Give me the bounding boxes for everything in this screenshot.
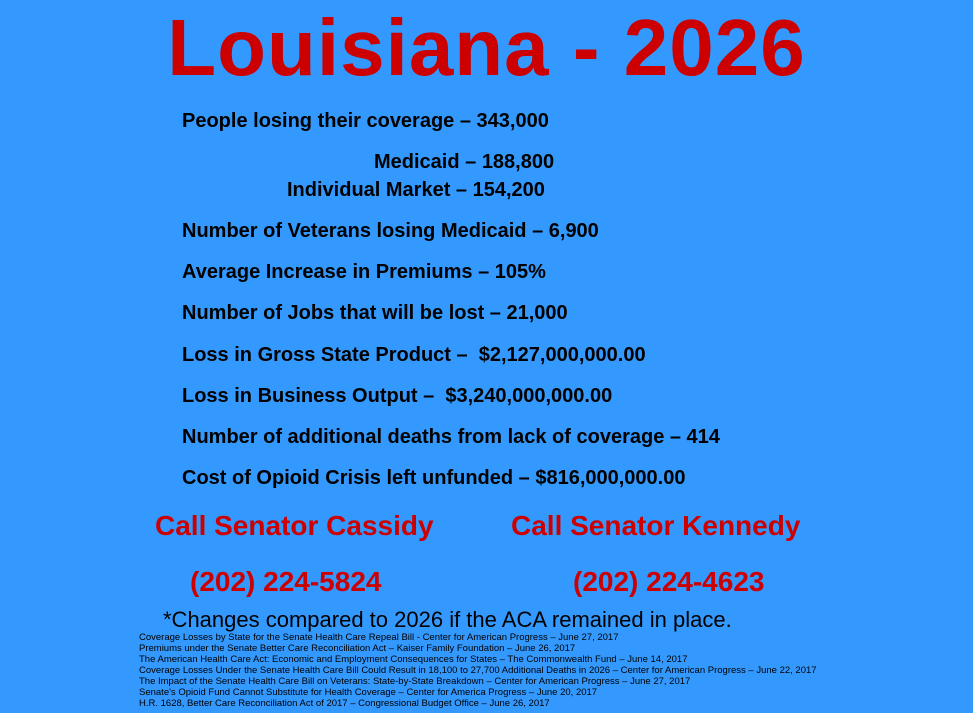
stat-medicaid: Medicaid – 188,800 — [374, 151, 555, 173]
stat-deaths: Number of additional deaths from lack of coverage – 414 — [182, 426, 720, 448]
footnote: *Changes compared to 2026 if the ACA remained in place. — [163, 607, 732, 632]
source-item: Premiums under the Senate Better Care Reconciliation Act – Kaiser Family Foundation – June 26, 2017 — [139, 643, 576, 654]
stat-opioid: Cost of Opioid Crisis left unfunded – $816,000,000.00 — [182, 467, 686, 489]
cassidy-phone: (202) 224-5824 — [190, 566, 382, 597]
call-senator-kennedy: Call Senator Kennedy — [511, 510, 801, 541]
call-senator-cassidy: Call Senator Cassidy — [155, 510, 434, 541]
stat-gross-state-product: Loss in Gross State Product – $2,127,000,000.00 — [182, 344, 646, 366]
stat-jobs: Number of Jobs that will be lost – 21,000 — [182, 302, 568, 324]
source-item: The Impact of the Senate Health Care Bill on Veterans: State-by-State Breakdown – Center for American Progress – June 27, 2017 — [139, 676, 691, 687]
source-item: Coverage Losses Under the Senate Health Care Bill Could Result in 18,100 to 27,700 Additional Deaths in 2026 – Center for American Progress – June 22, 2017 — [139, 665, 817, 676]
source-item: H.R. 1628, Better Care Reconciliation Act of 2017 – Congressional Budget Office – June 26, 2017 — [139, 698, 550, 709]
stat-veterans: Number of Veterans losing Medicaid – 6,900 — [182, 220, 599, 242]
source-item: Senate's Opioid Fund Cannot Substitute for Health Coverage – Center for America Progress – June 20, 2017 — [139, 687, 598, 698]
stat-individual-market: Individual Market – 154,200 — [287, 179, 545, 201]
sources-list — [139, 632, 817, 709]
kennedy-phone: (202) 224-4623 — [573, 566, 765, 597]
stat-premiums: Average Increase in Premiums – 105% — [182, 261, 546, 283]
source-item: Coverage Losses by State for the Senate Health Care Repeal Bill - Center for American Progress – June 27, 2017 — [139, 632, 619, 643]
stat-coverage: People losing their coverage – 343,000 — [182, 110, 549, 132]
stat-business-output: Loss in Business Output – $3,240,000,000.00 — [182, 385, 613, 407]
source-item: The American Health Care Act: Economic and Employment Consequences for States – The Commonwealth Fund – June 14, 2017 — [139, 654, 688, 665]
page-title: Louisiana - 2026 — [167, 3, 806, 92]
